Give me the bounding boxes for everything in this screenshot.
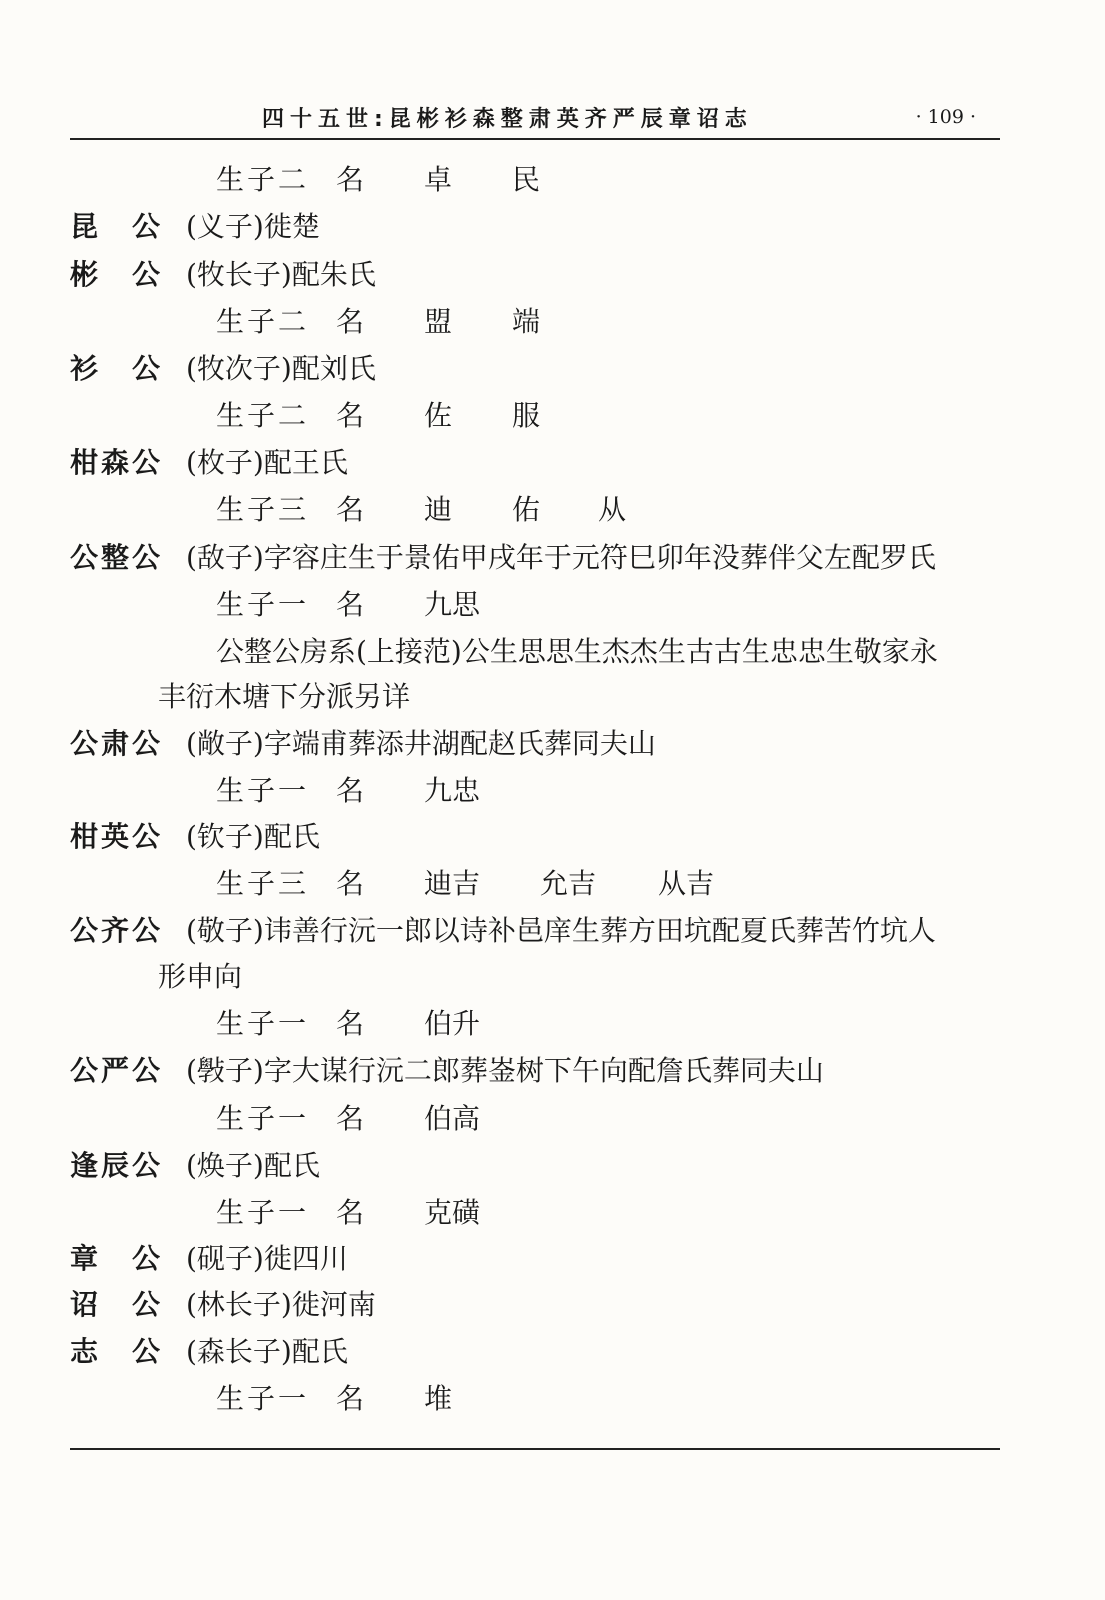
person-name: 公严公: [70, 1054, 160, 1087]
person-name: 公整公: [70, 541, 160, 574]
sons-count: 生子一: [216, 1382, 306, 1415]
name-label: 名: [336, 1102, 365, 1135]
son-name: 民: [512, 163, 541, 196]
person-name: 逢辰公: [70, 1149, 160, 1182]
person-name: 诏 公: [70, 1288, 160, 1321]
person-name: 公肃公: [70, 727, 160, 760]
person-description: (林长子)徙河南: [186, 1288, 376, 1321]
sons-count: 生子一: [216, 588, 306, 621]
person-name: 彬 公: [70, 258, 160, 291]
person-description: (牧长子)配朱氏: [186, 258, 376, 291]
name-label: 名: [336, 1196, 365, 1229]
person-description: (斅子)字大谋行沅二郎葬崟树下午向配詹氏葬同夫山: [186, 1054, 824, 1087]
description-continuation: 形申向: [158, 960, 243, 993]
lineage-note-text: 丰衍木塘下分派另详: [158, 680, 411, 713]
son-name: 伯高: [424, 1102, 481, 1135]
son-name: 伯升: [424, 1007, 481, 1040]
page-header-title: 四十五世:昆彬衫森整肃英齐严辰章诏志: [262, 107, 753, 132]
person-name: 柑英公: [70, 820, 160, 853]
person-name: 衫 公: [70, 352, 160, 385]
person-name: 昆 公: [70, 210, 160, 243]
son-name: 盟: [424, 305, 453, 338]
name-label: 名: [336, 1007, 365, 1040]
sons-count: 生子三: [216, 867, 306, 900]
person-name: 柑森公: [70, 446, 160, 479]
person-name: 志 公: [70, 1335, 160, 1368]
sons-count: 生子一: [216, 1007, 306, 1040]
person-description: (敞子)字端甫葬添井湖配赵氏葬同夫山: [186, 727, 656, 760]
person-description: (枚子)配王氏: [186, 446, 348, 479]
lineage-note-text: 公整公房系(上接范)公生思思生杰杰生古古生忠忠生敬家永: [216, 635, 938, 668]
person-description: (森长子)配氏: [186, 1335, 348, 1368]
son-name: 从吉: [658, 867, 715, 900]
footer-rule: [70, 1448, 1000, 1450]
header-rule: [70, 138, 1000, 140]
person-name: 公齐公: [70, 914, 160, 947]
sons-count: 生子三: [216, 493, 306, 526]
sons-count: 生子一: [216, 1102, 306, 1135]
person-name: 章 公: [70, 1242, 160, 1275]
son-name: 堆: [424, 1382, 453, 1415]
sons-count: 生子一: [216, 774, 306, 807]
name-label: 名: [336, 774, 365, 807]
son-name: 服: [512, 399, 541, 432]
son-name: 迪吉: [424, 867, 481, 900]
running-header: [70, 96, 1000, 138]
sons-count: 生子一: [216, 1196, 306, 1229]
son-name: 佑: [512, 493, 541, 526]
name-label: 名: [336, 867, 365, 900]
sons-count: 生子二: [216, 399, 306, 432]
son-name: 迪: [424, 493, 453, 526]
name-label: 名: [336, 1382, 365, 1415]
person-description: (敌子)字容庄生于景佑甲戌年于元符巳卯年没葬伴父左配罗氏: [186, 541, 936, 574]
son-name: 克磺: [424, 1196, 481, 1229]
person-description: (敬子)讳善行沅一郎以诗补邑庠生葬方田坑配夏氏葬苦竹坑人: [186, 914, 936, 947]
son-name: 九忠: [424, 774, 481, 807]
person-description: (焕子)配氏: [186, 1149, 320, 1182]
person-description: (义子)徙楚: [186, 210, 320, 243]
name-label: 名: [336, 163, 365, 196]
son-name: 卓: [424, 163, 453, 196]
person-description: (钦子)配氏: [186, 820, 320, 853]
person-description: (牧次子)配刘氏: [186, 352, 376, 385]
name-label: 名: [336, 588, 365, 621]
son-name: 九思: [424, 588, 481, 621]
son-name: 端: [512, 305, 541, 338]
sons-count: 生子二: [216, 163, 306, 196]
name-label: 名: [336, 493, 365, 526]
son-name: 允吉: [540, 867, 597, 900]
sons-count: 生子二: [216, 305, 306, 338]
page-number: · 109 ·: [915, 106, 976, 128]
son-name: 从: [598, 493, 627, 526]
person-description: (砚子)徙四川: [186, 1242, 348, 1275]
son-name: 佐: [424, 399, 453, 432]
name-label: 名: [336, 399, 365, 432]
name-label: 名: [336, 305, 365, 338]
